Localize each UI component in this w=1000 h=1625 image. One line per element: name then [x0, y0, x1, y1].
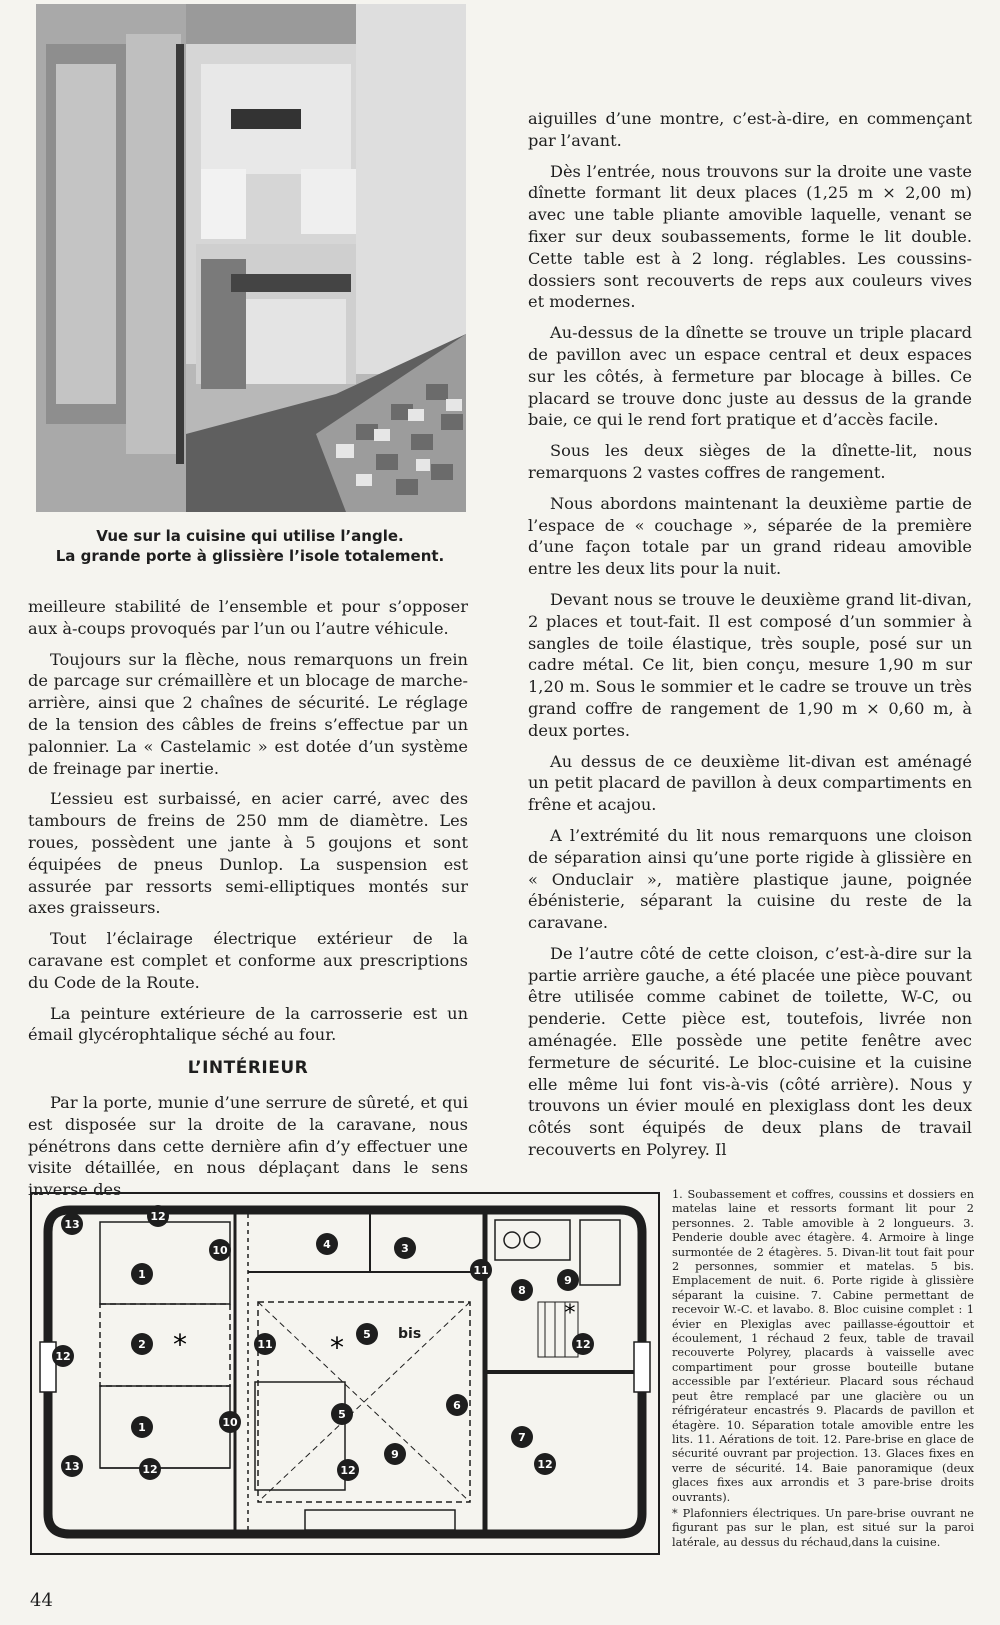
paragraph: Au dessus de ce deuxième lit-divan est aménagé un petit placard de pavillon à deux compartiments en frêne et acajou.	[528, 751, 972, 815]
plan-marker-12: 12	[340, 1464, 356, 1477]
paragraph: A l’extrémité du lit nous remarquons une cloison de séparation ainsi qu’une porte rigide à glissière en « Onduclair », matière plastique jaune, poignée ébénisterie, séparant la cuisine du reste de la caravane.	[528, 825, 972, 933]
paragraph: De l’autre côté de cette cloison, c’est-à-dire sur la partie arrière gauche, a été placée une pièce pouvant être utilisée comme cabinet de toilette, W-C, ou penderie. Cette pièce est, toutefois, livrée non aménagée. Elle possède une petite fenêtre avec fermeture de sécurité. Le bloc-cuisine et la cuisine elle même lui font vis-à-vis (côté arrière). Nous y trouvons un évier moulé en plexiglass dont les deux côtés sont équipés de deux plans de travail recouverts en Polyrey. Il	[528, 943, 972, 1160]
paragraph: Au-dessus de la dînette se trouve un triple placard de pavillon avec un espace central et deux espaces sur les côtés, à fermeture par blocage à billes. Ce placard se trouve donc juste au dessus de la grande baie, ce qui le rend fort pratique et d’accès facile.	[528, 323, 972, 430]
plan-legend	[672, 1188, 974, 1550]
plan-marker-13: 13	[64, 1218, 80, 1231]
ceiling-light-star: *	[564, 1301, 576, 1326]
plan-marker-6: 6	[453, 1399, 461, 1412]
plan-marker-2: 2	[138, 1338, 146, 1351]
plan-marker-bis: bis	[398, 1326, 422, 1342]
plan-marker-12: 12	[537, 1458, 553, 1471]
ceiling-light-star: *	[173, 1328, 187, 1361]
plan-marker-1: 1	[138, 1421, 146, 1434]
paragraph: Devant nous se trouve le deuxième grand lit-divan, 2 places et tout-fait. Il est composé d’un sommier à sangles de toile élastique, très souple, posé sur un cadre métal. Ce lit, bien conçu, mesure 1,90 m sur 1,20 m. Sous le sommier et le cadre se trouve un très grand coffre de rangement de 1,90 m × 0,60 m, à deux portes.	[528, 589, 972, 740]
plan-marker-12: 12	[575, 1338, 591, 1351]
photo-caption	[30, 526, 470, 566]
plan-marker-8: 8	[518, 1284, 526, 1297]
section-heading: L’INTÉRIEUR	[187, 1058, 309, 1079]
floor-plan	[30, 1192, 660, 1555]
paragraph: Nous abordons maintenant la deuxième partie de l’espace de « couchage », séparée de la première d’une façon totale par un grand rideau amovible entre les deux lits pour la nuit.	[528, 493, 972, 579]
plan-marker-9: 9	[391, 1448, 399, 1461]
plan-marker-5: 5	[338, 1408, 346, 1421]
paragraph: Dès l’entrée, nous trouvons sur la droite une vaste dînette formant lit deux places (1,25 m × 2,00 m) avec une table pliante amovible laquelle, venant se fixer sur deux soubassements, forme le lit double. Cette table est à 2 long. réglables. Les coussins-dossiers sont recouverts de reps aux couleurs vives et modernes.	[528, 161, 972, 312]
right-column	[528, 108, 972, 1170]
kitchen-photo	[36, 4, 466, 512]
plan-marker-11: 11	[473, 1264, 489, 1277]
legend-text: 1. Soubassement et coffres, coussins et dossiers en matelas laine et ressorts formant lit pour 2 personnes. 2. Table amovible à 2 longueurs. 3. Penderie double avec étagère. 4. Armoire à linge surmontée de 2 étagères. 5. Divan-lit tout fait pour 2 personnes, sommier et matelas. 5 bis. Emplacement de nuit. 6. Porte rigide à glissière séparant la cuisine. 7. Cabine permettant de recevoir W.-C. et lavabo. 8. Bloc cuisine complet : 1 évier en Plexiglas avec paillasse-égouttoir et écoulement, 1 réchaud 2 feux, table de travail recouverte Polyrey, placards à vaisselle avec compartiment pour grosse bouteille butane accessible par l’extérieur. Placard sous réchaud peut être remplacé par une glacière ou un réfrigérateur encastrés 9. Placards de pavillon et étagère. 10. Séparation totale amovible entre les lits. 11. Aérations de toit. 12. Pare-brise en glace de sécurité ouvrant par projection. 13. Glaces fixes en verre de sécurité. 14. Baie panoramique (deux glaces fixes aux arrondis et 3 pare-brise droits ouvrants).	[672, 1188, 974, 1504]
ceiling-light-star: *	[330, 1331, 344, 1364]
plan-marker-1: 1	[138, 1268, 146, 1281]
page-number: 44	[30, 1590, 53, 1611]
plan-marker-12: 12	[55, 1350, 71, 1363]
plan-marker-11: 11	[257, 1338, 273, 1351]
plan-marker-5: 5	[363, 1328, 371, 1341]
paragraph: Sous les deux sièges de la dînette-lit, nous remarquons 2 vastes coffres de rangement.	[528, 441, 972, 482]
plan-marker-12: 12	[150, 1210, 166, 1223]
paragraph: aiguilles d’une montre, c’est-à-dire, en commençant par l’avant.	[528, 109, 972, 150]
plan-marker-9: 9	[564, 1274, 572, 1287]
paragraph: Tout l’éclairage électrique extérieur de la caravane est complet et conforme aux prescriptions du Code de la Route.	[28, 929, 468, 992]
plan-marker-10: 10	[222, 1416, 238, 1429]
paragraph: L’essieu est surbaissé, en acier carré, avec des tambours de freins de 250 mm de diamètre. Les roues, possèdent une jante à 5 goujons et sont équipées de pneus Dunlop. La suspension est assurée par ressorts semi-elliptiques montés sur axes graisseurs.	[28, 789, 468, 918]
plan-marker-4: 4	[323, 1238, 331, 1251]
paragraph: Toujours sur la flèche, nous remarquons un frein de parcage sur crémaillère et un blocage de marche-arrière, ainsi que 2 chaînes de sécurité. Le réglage de la tension des câbles de freins s’effectue par un palonnier. La « Castelamic » est dotée d’un système de freinage par inertie.	[28, 649, 468, 778]
legend-note: * Plafonniers électriques. Un pare-brise ouvrant ne figurant pas sur le plan, est situé sur la paroi latérale, au dessus du réchaud,dans la cuisine.	[672, 1506, 974, 1549]
plan-marker-10: 10	[212, 1244, 228, 1257]
plan-marker-12: 12	[142, 1463, 158, 1476]
left-column	[28, 596, 468, 1210]
caption-line-1: Vue sur la cuisine qui utilise l’angle.	[96, 527, 404, 545]
paragraph: Par la porte, munie d’une serrure de sûreté, et qui est disposée sur la droite de la caravane, nous pénétrons dans cette dernière afin d’y effectuer une visite détaillée, en nous déplaçant dans le sens inverse des	[28, 1092, 468, 1200]
caption-line-2: La grande porte à glissière l’isole totalement.	[55, 547, 445, 565]
paragraph: La peinture extérieure de la carrosserie est un émail glycérophtalique séché au four.	[28, 1003, 468, 1045]
plan-marker-7: 7	[518, 1431, 526, 1444]
paragraph: meilleure stabilité de l’ensemble et pour s’opposer aux à-coups provoqués par l’un ou l’autre véhicule.	[28, 597, 468, 638]
plan-marker-3: 3	[401, 1242, 409, 1255]
plan-marker-13: 13	[64, 1460, 80, 1473]
